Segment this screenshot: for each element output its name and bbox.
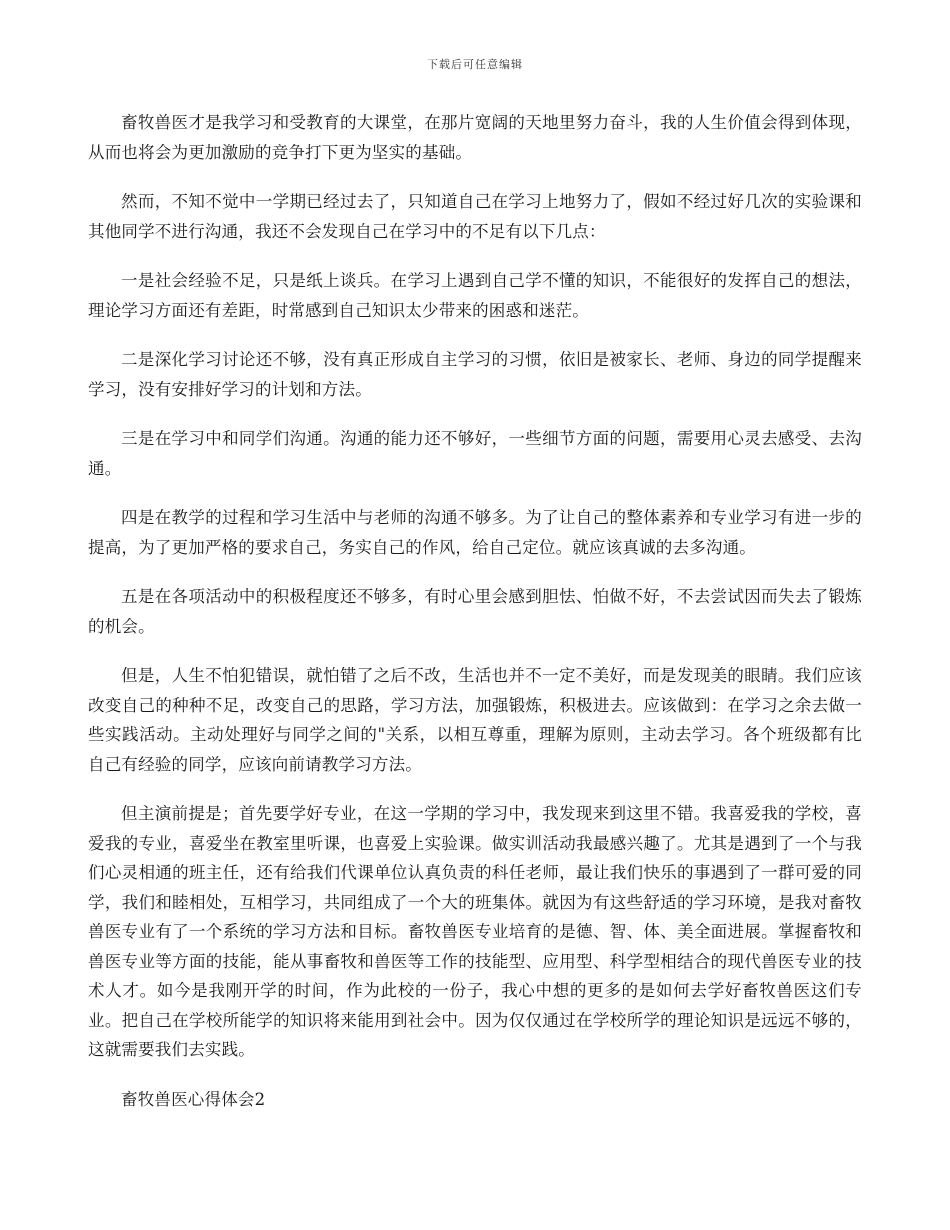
paragraph-improvement: 但是，人生不怕犯错误，就怕错了之后不改，生活也并不一定不美好，而是发现美的眼睛。我们应该改变自己的种种不足，改变自己的思路，学习方法，加强锻炼，积极进去。应该做到：在学习之余去做一些实践活动。主动处理好与同学之间的"关系，以相互尊重，理解为原则，主动去学习。各个班级都有比自己有经验的同学，应该向前请教学习方法。 xyxy=(88,666,862,774)
paragraph-intro: 畜牧兽医才是我学习和受教育的大课堂，在那片宽阔的天地里努力奋斗，我的人生价值会得到体现，从而也将会为更加激励的竞争打下更为坚实的基础。 xyxy=(88,113,862,162)
paragraph-point-3: 三是在学习中和同学们沟通。沟通的能力还不够好，一些细节方面的问题，需要用心灵去感受、去沟通。 xyxy=(88,429,862,478)
paragraph-point-4: 四是在教学的过程和学习生活中与老师的沟通不够多。为了让自己的整体素养和专业学习有进一步的提高，为了更加严格的要求自己，务实自己的作风，给自己定位。就应该真诚的去多沟通。 xyxy=(88,508,862,557)
page-header: 下载后可任意编辑 xyxy=(427,58,523,71)
paragraph-point-2: 二是深化学习讨论还不够，没有真正形成自主学习的习惯，依旧是被家长、老师、身边的同学提醒来学习，没有安排好学习的计划和方法。 xyxy=(88,350,862,399)
section-heading: 畜牧兽医心得体会2 xyxy=(121,1089,266,1109)
document-body xyxy=(88,108,862,1134)
paragraph-point-5: 五是在各项活动中的积极程度还不够多，有时心里会感到胆怯、怕做不好，不去尝试因而失去了锻炼的机会。 xyxy=(88,587,862,636)
paragraph-point-1: 一是社会经验不足，只是纸上谈兵。在学习上遇到自己学不懂的知识，不能很好的发挥自己的想法，理论学习方面还有差距，时常感到自己知识太少带来的困惑和迷茫。 xyxy=(88,271,862,320)
paragraph-shortcomings-intro: 然而，不知不觉中一学期已经过去了，只知道自己在学习上地努力了，假如不经过好几次的实验课和其他同学不进行沟通，我还不会发现自己在学习中的不足有以下几点： xyxy=(88,192,862,241)
paragraph-premise: 但主演前提是；首先要学好专业，在这一学期的学习中，我发现来到这里不错。我喜爱我的学校，喜爱我的专业，喜爱坐在教室里听课，也喜爱上实验课。做实训活动我最感兴趣了。尤其是遇到了一个与我们心灵相通的班主任，还有给我们代课单位认真负责的科任老师，最让我们快乐的事遇到了一群可爱的同学，我们和睦相处，互相学习，共同组成了一个大的班集体。就因为有这些舒适的学习环境，是我对畜牧兽医专业有了一个系统的学习方法和目标。畜牧兽医专业培育的是德、智、体、美全面进展。掌握畜牧和兽医专业等方面的技能，能从事畜牧和兽医等工作的技能型、应用型、科学型相结合的现代兽医专业的技术人才。如今是我刚开学的时间，作为此校的一份子，我心中想的更多的是如何去学好畜牧兽医这们专业。把自己在学校所能学的知识将来能用到社会中。因为仅仅通过在学校所学的理论知识是远远不够的，这就需要我们去实践。 xyxy=(88,804,862,1059)
